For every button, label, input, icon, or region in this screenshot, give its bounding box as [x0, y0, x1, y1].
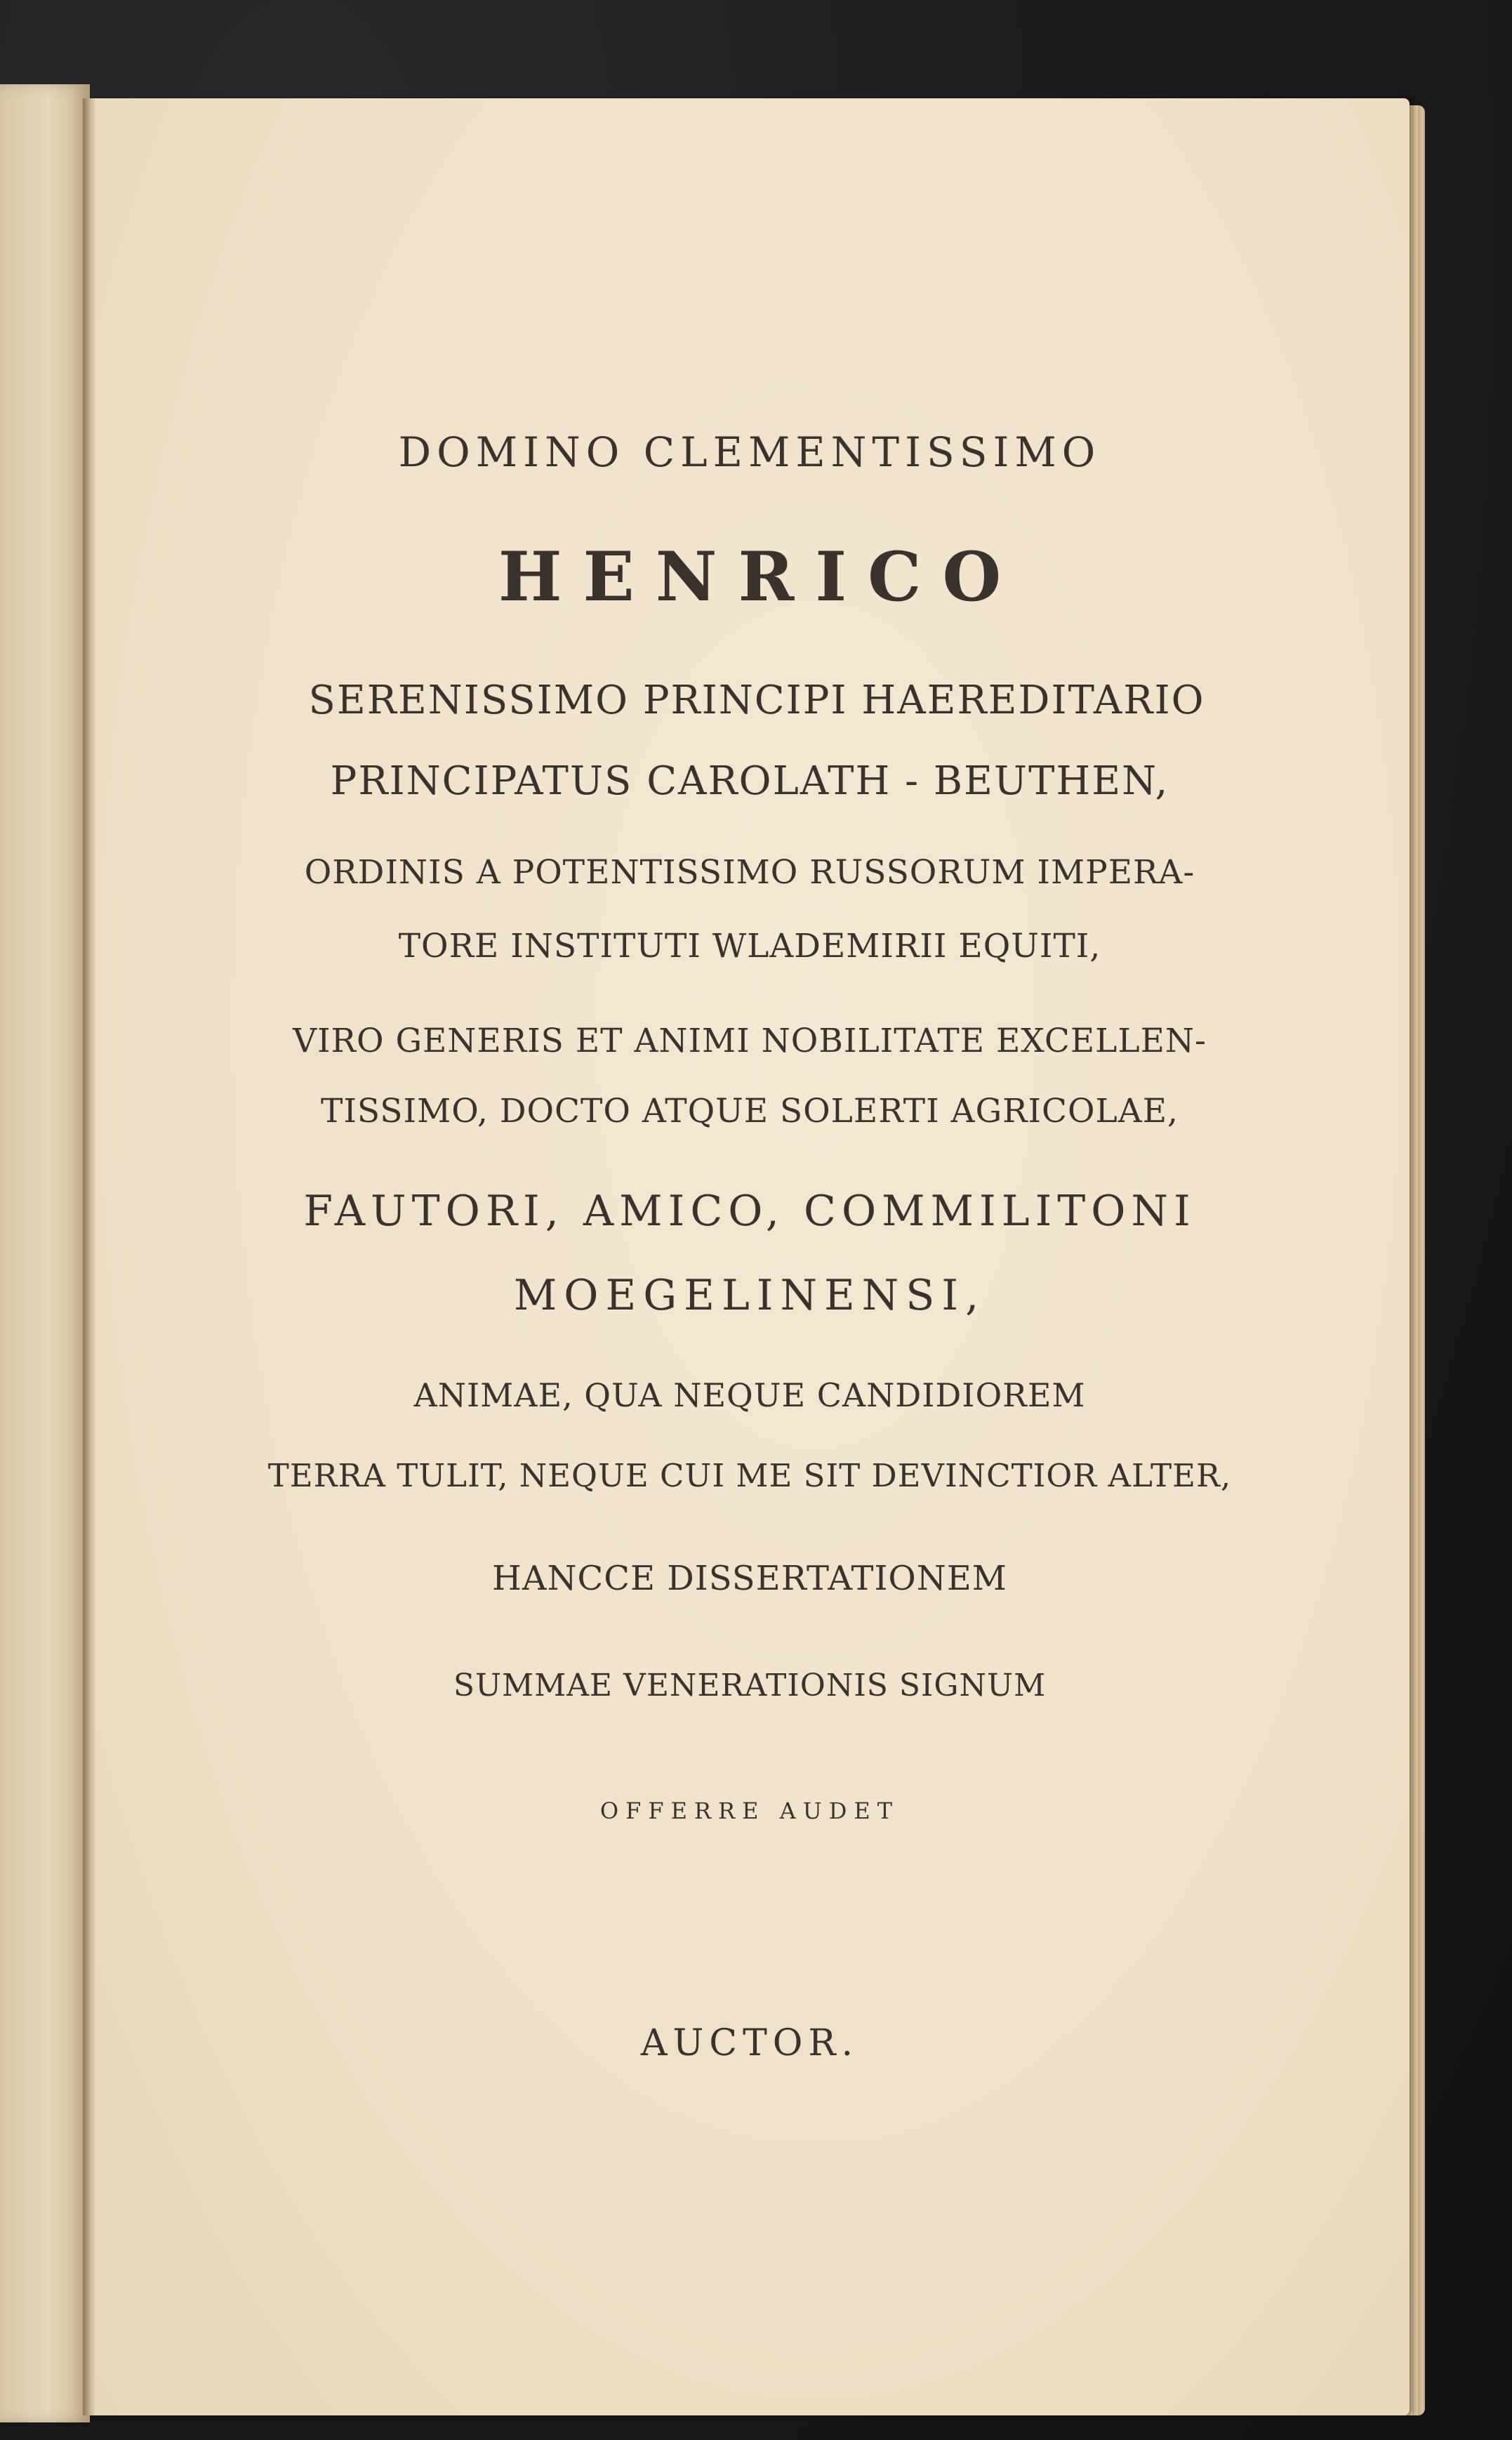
book-gutter [83, 98, 95, 2415]
dedication-line-2: HENRICO [498, 537, 1023, 616]
dedication-line-7: VIRO GENERIS ET ANIMI NOBILITATE EXCELLEN- [293, 1022, 1207, 1060]
dedication-line-12: TERRA TULIT, NEQUE CUI ME SIT DEVINCTIOR ALTER, [267, 1457, 1232, 1494]
dedication-line-9: FAUTORI, AMICO, COMMILITONI [303, 1187, 1196, 1236]
dedication-line-16: AUCTOR. [640, 2022, 859, 2064]
dedication-line-10: MOEGELINENSI, [513, 1271, 986, 1320]
dedication-line-14: SUMMAE VENERATIONIS SIGNUM [453, 1668, 1047, 1703]
left-page-edge [0, 84, 90, 2422]
dedication-line-4: PRINCIPATUS CAROLATH - BEUTHEN, [330, 758, 1169, 804]
dedication-line-6: TORE INSTITUTI WLADEMIRII EQUITI, [398, 927, 1101, 965]
dedication-line-8: TISSIMO, DOCTO ATQUE SOLERTI AGRICOLAE, [321, 1092, 1179, 1130]
dedication-line-15: OFFERRE AUDET [599, 1798, 900, 1824]
dedication-line-1: DOMINO CLEMENTISSIMO [398, 428, 1101, 476]
dedication-line-11: ANIMAE, QUA NEQUE CANDIDIOREM [413, 1376, 1086, 1414]
dedication-page [90, 98, 1410, 2415]
dedication-line-3: SERENISSIMO PRINCIPI HAEREDITARIO [308, 678, 1205, 723]
dedication-line-13: HANCCE DISSERTATIONEM [492, 1559, 1007, 1598]
dedication-line-5: ORDINIS A POTENTISSIMO RUSSORUM IMPERA- [304, 853, 1195, 892]
